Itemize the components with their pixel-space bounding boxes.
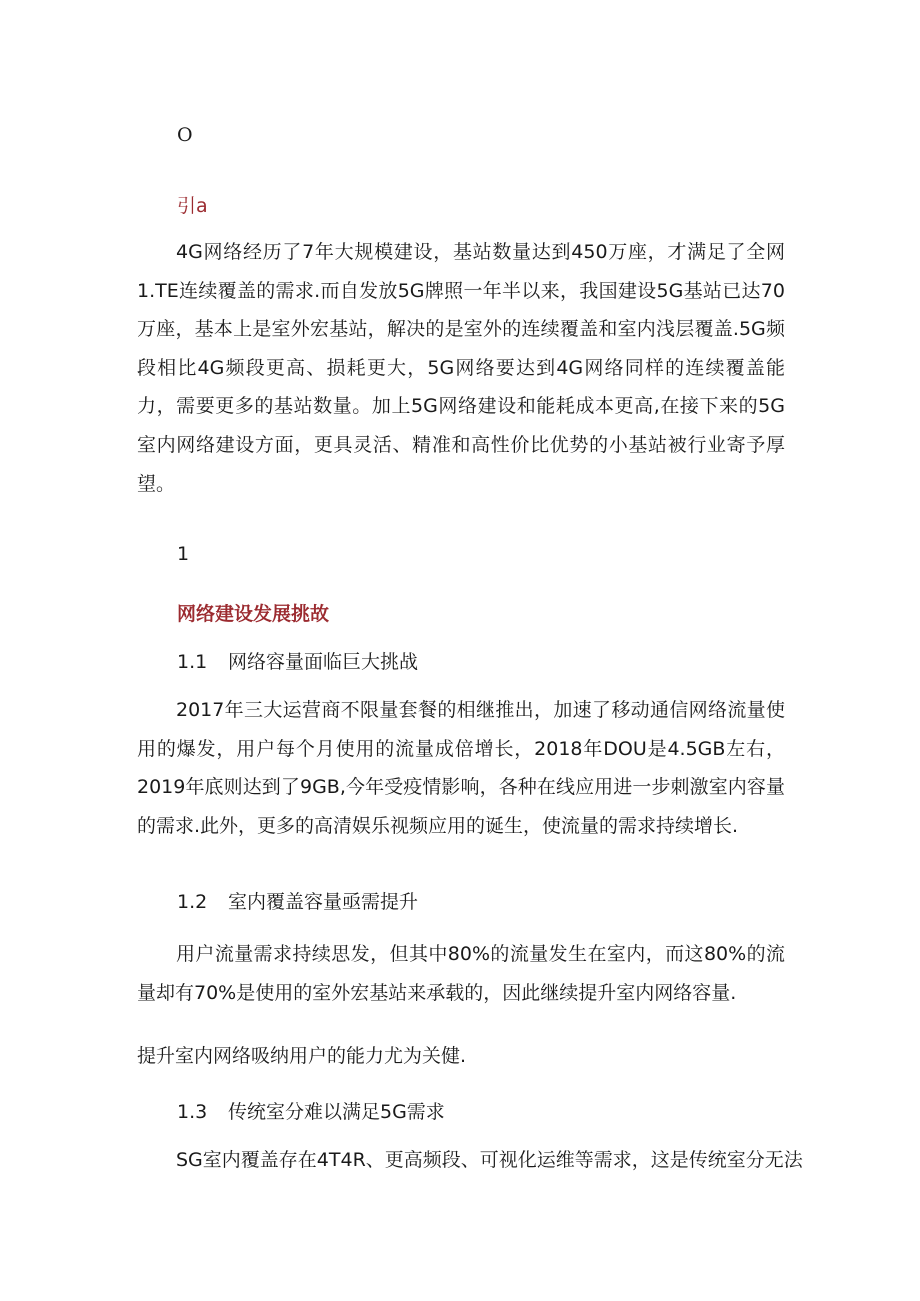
subsection-1-2-heading <box>177 883 418 921</box>
intro-paragraph: 4G网络经历了7年大规模建设，基站数量达到450万座，才满足了全网1.TE连续覆盖的需求.而自发放5G牌照一年半以来，我国建设5G基站已达70万座，基本上是室外宏基站，解决的是室外的连续覆盖和室内浅层覆盖.5G频段相比4G频段更高、损耗更大，5G网络要达到4G网络同样的连续覆盖能力，需要更多的基站数量。加上5G网络建设和能耗成本更高,在接下来的5G室内网络建设方面，更具灵活、精准和高性价比优势的小基站被行业寄予厚望。 <box>137 241 785 495</box>
subsection-number: 1.1 <box>177 651 208 673</box>
subsection-1-2-paragraph: 用户流量需求持续思发，但其中80%的流量发生在室内，而这80%的流量却有70%是使用的室外宏基站来承载的，因此继续提升室内网络容量. <box>137 943 785 1004</box>
section-title: 网络建设发展挑故 <box>177 603 330 625</box>
subsection-1-2-paragraph-cont: 提升室内网络吸纳用户的能力尤为关健. <box>137 1045 467 1067</box>
section-number: 1 <box>177 543 190 565</box>
subsection-number: 1.3 <box>177 1101 208 1123</box>
subsection-1-3-heading <box>177 1093 445 1131</box>
subsection-title: 传统室分难以满足5G需求 <box>228 1101 445 1123</box>
subsection-1-1-heading <box>177 643 418 681</box>
subsection-1-1-paragraph: 2017年三大运营商不限量套餐的相继推出，加速了移动通信网络流量使用的爆发，用户每个月使用的流量成倍增长，2018年DOU是4.5GB左右，2019年底则达到了9GB,今年受疫情影响，各种在线应用进一步刺激室内容量的需求.此外，更多的高清娱乐视频应用的诞生，使流量的需求持续增长. <box>137 699 785 837</box>
subsection-1-3-paragraph: SG室内覆盖存在4T4R、更高频段、可视化运维等需求，这是传统室分无法 <box>176 1149 803 1171</box>
list-marker-o: O <box>177 124 193 146</box>
subsection-title: 室内覆盖容量亟需提升 <box>228 891 419 913</box>
subsection-title: 网络容量面临巨大挑战 <box>228 651 419 673</box>
intro-heading: 引a <box>177 195 208 217</box>
subsection-number: 1.2 <box>177 891 208 913</box>
